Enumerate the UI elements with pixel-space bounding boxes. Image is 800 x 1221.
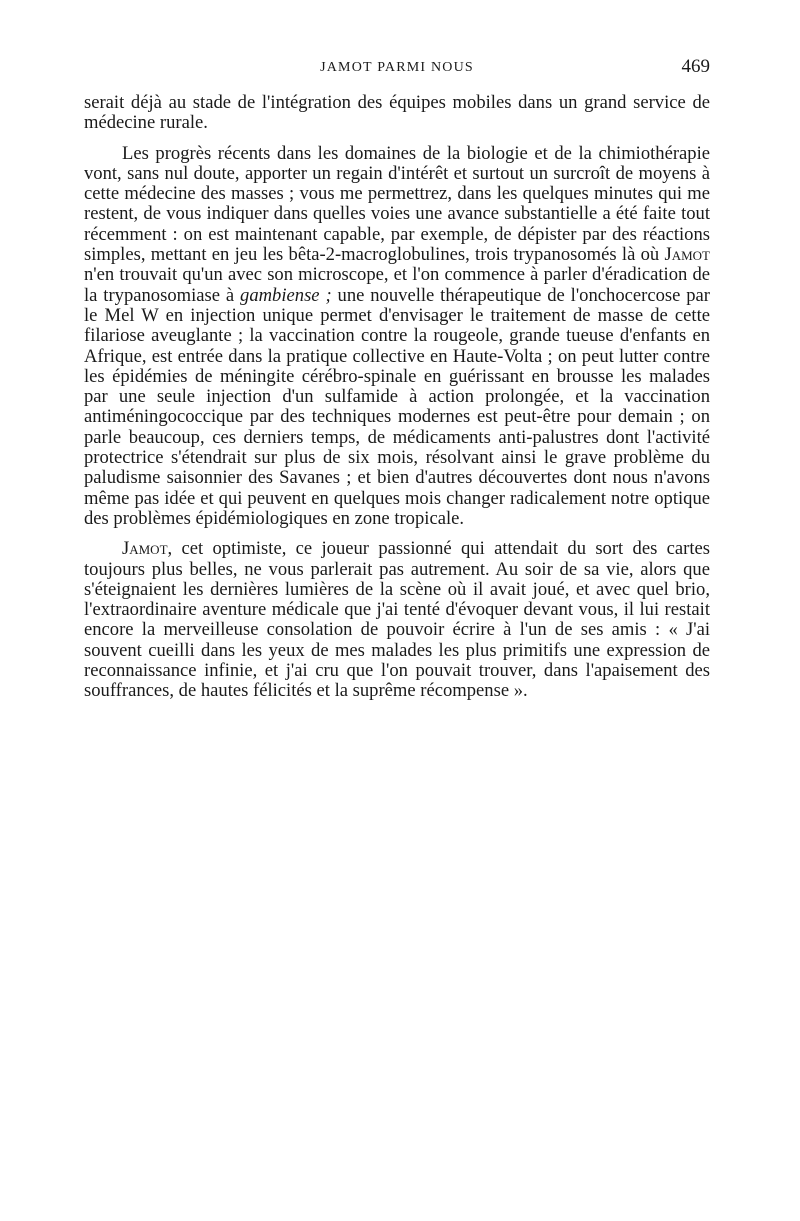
paragraph-2-text-b: n'en trouvait qu'un avec son microscope, et l'on commence à parler d'éradication de la trypanosomiase à: [84, 264, 710, 306]
paragraph-2: [84, 144, 710, 530]
paragraph-3: [84, 539, 710, 701]
paragraph-1: [84, 93, 710, 134]
paragraph-2-text-a: Les progrès récents dans les domaines de la biologie et de la chimiothérapie vont, sans nul doute, apporter un regain d'intérêt et surtout un surcroît de moyens à cette médecine des masses ; vous me permettrez, dans les quelques minutes qui me restent, de vous indiquer dans quelles voies une avance substantielle a été faite tout récemment : on est maintenant capable, par exemple, de dépister par des réactions simples, mettant en jeu les bêta-2-macroglobulines, trois trypanosomés là où: [84, 142, 710, 266]
paragraph-3-text: , cet optimiste, ce joueur passionné qui attendait du sort des cartes toujours plus belles, ne vous parlerait pas autrement. Au soir de sa vie, alors que s'éteignaient les dernières lumières de la scène où il avait joué, et avec quel brio, l'extraordinaire aventure médicale que j'ai tenté d'évoquer devant vous, il lui restait encore la merveilleuse consolation de pouvoir écrire à l'un de ses amis : « J'ai souvent cueilli dans les yeux de mes malades les plus primitifs une expression de reconnaissance infinie, et j'ai cru que l'on pouvait trouver, dans l'apaisement des souffrances, de hautes félicités et la suprême récompense ».: [84, 538, 710, 702]
author-name-jamot: Jamot: [664, 244, 710, 266]
author-name-jamot: Jamot: [122, 538, 168, 560]
running-title: JAMOT PARMI NOUS: [320, 60, 474, 75]
paragraph-1-text: serait déjà au stade de l'intégration des équipes mobiles dans un grand service de médecine rurale.: [84, 92, 710, 134]
body-text: [84, 93, 710, 702]
page-number: 469: [681, 56, 710, 77]
paragraph-2-text-c: une nouvelle thérapeutique de l'onchocercose par le Mel W en injection unique permet d'envisager le traitement de masse de cette filariose aveuglante ; la vaccination contre la rougeole, grande tueuse d'enfants en Afrique, est entrée dans la pratique collective en Haute-Volta ; on peut lutter contre les épidémies de méningite cérébro-spinale en guérissant en brousse les malades par une seule injection d'un sulfamide à action prolongée, et la vaccination antiméningococcique par des techniques modernes est peut-être pour demain ; on parle beaucoup, ces derniers temps, de médicaments anti-palustres dont l'activité protectrice s'étendrait sur plus de six mois, résolvant ainsi le grave problème du paludisme saisonnier des Savanes ; et bien d'autres découvertes dont nous n'avons même pas idée et qui peuvent en quelques mois changer radicalement notre optique des problèmes épidémiologiques en zone tropicale.: [84, 284, 710, 529]
running-head: [84, 58, 710, 82]
species-name-gambiense: gambiense ;: [240, 284, 332, 306]
